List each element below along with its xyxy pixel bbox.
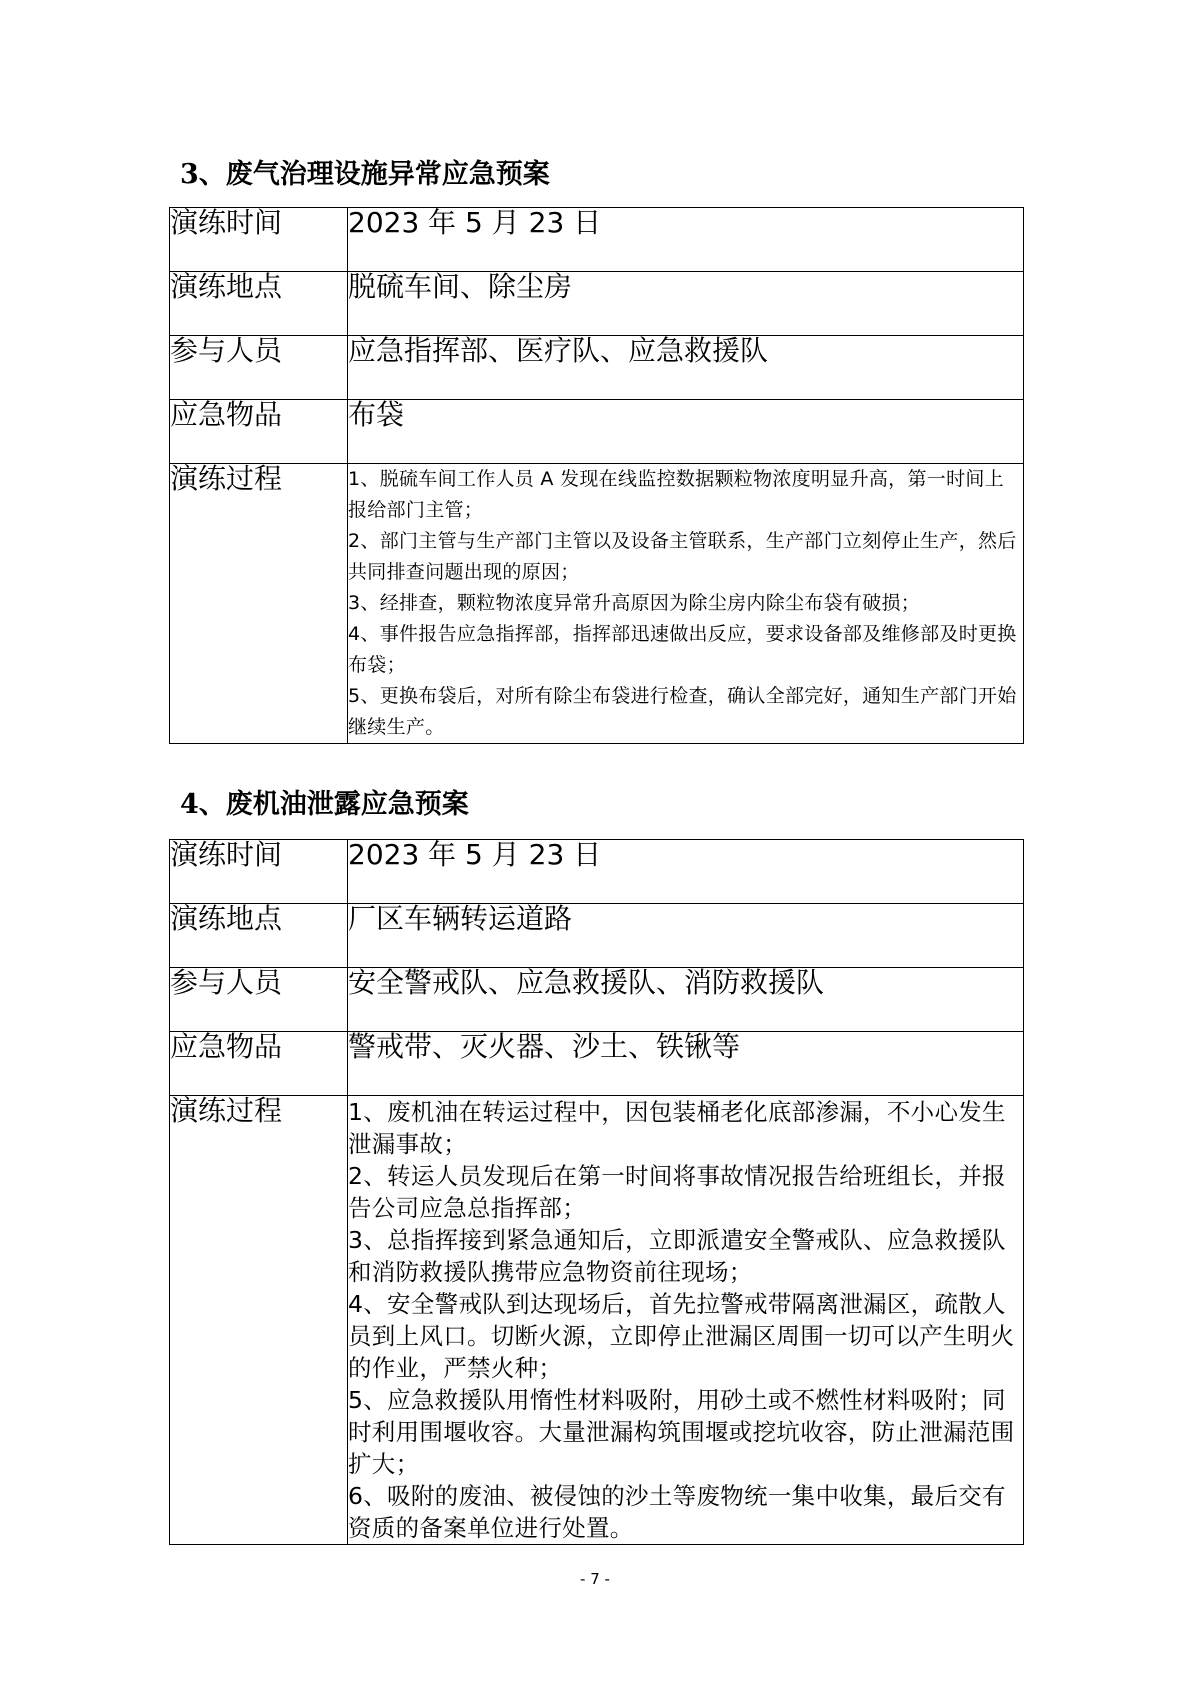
process-steps: [348, 1096, 1024, 1545]
row-label: 应急物品: [170, 1032, 348, 1096]
table-row: [170, 400, 1024, 464]
row-value: 应急指挥部、医疗队、应急救援队: [348, 336, 1024, 400]
page-number: - 7 -: [580, 1570, 610, 1588]
process-step: 4、事件报告应急指挥部，指挥部迅速做出反应，要求设备部及维修部及时更换布袋；: [348, 623, 1017, 676]
row-label: 应急物品: [170, 400, 348, 464]
row-label: 参与人员: [170, 968, 348, 1032]
process-steps: [348, 464, 1024, 744]
table-row: [170, 1032, 1024, 1096]
row-label: 演练时间: [170, 840, 348, 904]
table-row: [170, 840, 1024, 904]
table-row: [170, 272, 1024, 336]
row-value: 2023 年 5 月 23 日: [348, 840, 1024, 904]
process-step: 4、安全警戒队到达现场后，首先拉警戒带隔离泄漏区，疏散人员到上风口。切断火源，立即停止泄漏区周围一切可以产生明火的作业，严禁火种；: [348, 1290, 1015, 1382]
table-row: [170, 208, 1024, 272]
process-step: 3、经排查，颗粒物浓度异常升高原因为除尘房内除尘布袋有破损；: [348, 592, 921, 614]
row-label: 演练过程: [170, 1096, 348, 1545]
process-step: 3、总指挥接到紧急通知后，立即派遣安全警戒队、应急救援队和消防救援队携带应急物资前往现场；: [348, 1226, 1006, 1286]
row-label: 演练地点: [170, 272, 348, 336]
row-label: 演练地点: [170, 904, 348, 968]
row-value: 警戒带、灭火器、沙土、铁锹等: [348, 1032, 1024, 1096]
process-step: 6、吸附的废油、被侵蚀的沙土等废物统一集中收集，最后交有资质的备案单位进行处置。: [348, 1482, 1006, 1542]
table-row: [170, 968, 1024, 1032]
row-label: 演练时间: [170, 208, 348, 272]
row-value: 安全警戒队、应急救援队、消防救援队: [348, 968, 1024, 1032]
drill-table: [169, 839, 1024, 1545]
table-row: [170, 464, 1024, 744]
row-value: 2023 年 5 月 23 日: [348, 208, 1024, 272]
table-row: [170, 1096, 1024, 1545]
process-step: 5、应急救援队用惰性材料吸附，用砂土或不燃性材料吸附；同时利用围堰收容。大量泄漏构筑围堰或挖坑收容，防止泄漏范围扩大；: [348, 1386, 1015, 1478]
row-label: 参与人员: [170, 336, 348, 400]
row-value: 布袋: [348, 400, 1024, 464]
process-step: 5、更换布袋后，对所有除尘布袋进行检查，确认全部完好，通知生产部门开始继续生产。: [348, 685, 1017, 738]
table-row: [170, 904, 1024, 968]
section-title: 4、废机油泄露应急预案: [180, 789, 469, 820]
process-step: 2、转运人员发现后在第一时间将事故情况报告给班组长，并报告公司应急总指挥部；: [348, 1162, 1006, 1222]
section-title: 3、废气治理设施异常应急预案: [180, 159, 550, 190]
row-value: 脱硫车间、除尘房: [348, 272, 1024, 336]
process-step: 2、部门主管与生产部门主管以及设备主管联系，生产部门立刻停止生产，然后共同排查问题出现的原因；: [348, 530, 1017, 583]
table-row: [170, 336, 1024, 400]
drill-table: [169, 207, 1024, 744]
process-step: 1、脱硫车间工作人员 A 发现在线监控数据颗粒物浓度明显升高，第一时间上报给部门主管；: [348, 468, 1004, 521]
process-step: 1、废机油在转运过程中，因包装桶老化底部渗漏，不小心发生泄漏事故；: [348, 1098, 1006, 1158]
row-label: 演练过程: [170, 464, 348, 744]
row-value: 厂区车辆转运道路: [348, 904, 1024, 968]
